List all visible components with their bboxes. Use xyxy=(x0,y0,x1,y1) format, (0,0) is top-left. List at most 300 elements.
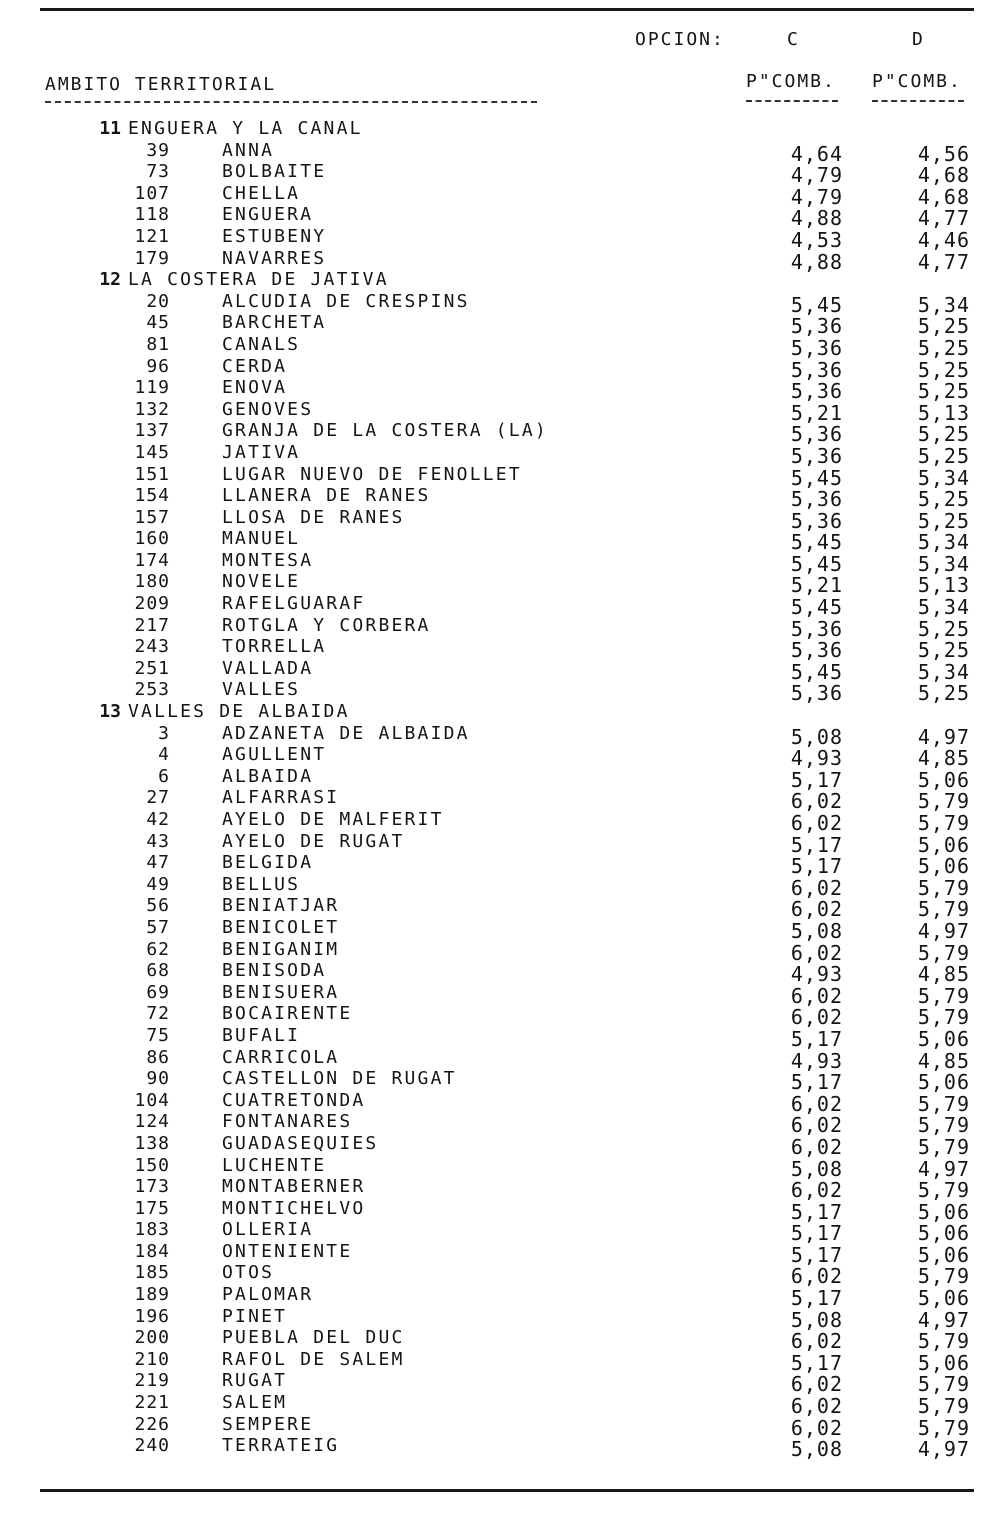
top-rule xyxy=(40,8,974,11)
municipality-name: ALCUDIA DE CRESPINS xyxy=(222,290,470,312)
municipality-name: BUFALI xyxy=(222,1024,301,1046)
municipality-code: 86 xyxy=(146,1046,170,1068)
table-row xyxy=(0,571,1000,598)
pcomb-c-value: 4,88 xyxy=(790,206,843,231)
pcomb-d-value: 5,79 xyxy=(917,897,970,922)
pcomb-d-value: 5,25 xyxy=(917,487,970,512)
pcomb-d-value: 4,68 xyxy=(917,163,970,188)
pcomb-d-value: 5,13 xyxy=(917,573,970,598)
table-row xyxy=(0,938,1000,965)
municipality-code: 151 xyxy=(134,463,170,485)
pcomb-d-value: 5,25 xyxy=(917,314,970,339)
pcomb-d-value: 5,06 xyxy=(917,854,970,879)
table-row xyxy=(0,204,1000,231)
municipality-name: LLANERA DE RANES xyxy=(222,485,431,507)
municipality-name: CERDA xyxy=(222,355,288,377)
municipality-code: 183 xyxy=(134,1219,170,1241)
table-row xyxy=(0,420,1000,447)
pcomb-c-value: 6,02 xyxy=(790,1091,843,1116)
municipality-code: 119 xyxy=(134,377,170,399)
municipality-code: 42 xyxy=(146,809,170,830)
municipality-code: 49 xyxy=(146,873,170,895)
pcomb-c-value: 6,02 xyxy=(790,1372,843,1397)
municipality-name: AGULLENT xyxy=(222,744,327,766)
pcomb-c-value: 6,02 xyxy=(790,897,843,922)
pcomb-d-value: 4,85 xyxy=(917,1048,970,1073)
municipality-name: AYELO DE RUGAT xyxy=(222,830,405,852)
municipality-code: 196 xyxy=(134,1305,170,1327)
pcomb-c-value: 5,17 xyxy=(790,1242,843,1267)
table-row xyxy=(0,1327,1000,1354)
municipality-code: 121 xyxy=(134,225,170,247)
table-row xyxy=(0,1197,1000,1224)
table-row xyxy=(0,1132,1000,1159)
pcomb-d-value: 5,79 xyxy=(917,1372,970,1397)
municipality-name: ALFARRASI xyxy=(222,787,340,809)
municipality-name: GUADASEQUIES xyxy=(222,1132,379,1154)
pcomb-c-value: 5,17 xyxy=(790,832,843,857)
municipality-code: 69 xyxy=(146,981,170,1003)
pcomb-d-value: 4,97 xyxy=(917,918,970,943)
table-row xyxy=(0,161,1000,188)
table-row xyxy=(0,398,1000,425)
pcomb-c-value: 5,36 xyxy=(790,443,843,468)
municipality-code: 137 xyxy=(134,420,170,442)
pcomb-d-value: 4,85 xyxy=(917,746,970,771)
pcomb-c-value: 5,21 xyxy=(790,573,843,598)
pcomb-d-value: 4,46 xyxy=(917,227,970,252)
municipality-code: 174 xyxy=(134,549,170,571)
table-row xyxy=(0,1262,1000,1289)
group-name: ENGUERA Y LA CANAL xyxy=(128,118,363,139)
group-code: 11 xyxy=(99,118,121,139)
municipality-code: 6 xyxy=(158,765,170,787)
table-row xyxy=(0,1003,1000,1030)
municipality-code: 132 xyxy=(134,398,170,420)
pcomb-c-value: 5,45 xyxy=(790,551,843,576)
pcomb-c-value: 4,79 xyxy=(790,163,843,188)
pcomb-c-value: 5,36 xyxy=(790,379,843,404)
table-row xyxy=(0,377,1000,404)
pcomb-c-value: 6,02 xyxy=(790,811,843,835)
pcomb-c-value: 5,17 xyxy=(790,1221,843,1246)
group-row xyxy=(0,269,1000,291)
municipality-name: SEMPERE xyxy=(222,1413,314,1435)
municipality-code: 185 xyxy=(134,1262,170,1284)
table-row xyxy=(0,1154,1000,1181)
pcomb-d-value: 5,79 xyxy=(917,1005,970,1030)
pcomb-d-value: 5,34 xyxy=(917,595,970,620)
municipality-code: 175 xyxy=(134,1197,170,1219)
municipality-name: ENOVA xyxy=(222,377,288,399)
pcomb-d-value: 5,79 xyxy=(917,1264,970,1289)
pcomb-c-value: 5,17 xyxy=(790,767,843,792)
pcomb-d-value: 5,06 xyxy=(917,1026,970,1051)
municipality-name: ESTUBENY xyxy=(222,225,327,247)
municipality-code: 189 xyxy=(134,1284,170,1306)
municipality-name: CUATRETONDA xyxy=(222,1089,366,1111)
pcomb-d-value: 5,25 xyxy=(917,357,970,382)
municipality-code: 57 xyxy=(146,916,170,938)
table-row xyxy=(0,1046,1000,1073)
municipality-code: 145 xyxy=(134,441,170,463)
pcomb-d-underline xyxy=(872,100,964,102)
municipality-code: 173 xyxy=(134,1176,170,1198)
table-row xyxy=(0,787,1000,814)
pcomb-c-value: 6,02 xyxy=(790,1329,843,1354)
pcomb-d-value: 5,34 xyxy=(917,530,970,555)
table-row xyxy=(0,312,1000,339)
municipality-code: 226 xyxy=(134,1413,170,1435)
municipality-code: 253 xyxy=(134,679,170,701)
table-row xyxy=(0,355,1000,382)
pcomb-d-value: 5,34 xyxy=(917,292,970,317)
municipality-name: VALLES xyxy=(222,679,301,701)
option-c-label: C xyxy=(787,29,800,50)
table-row xyxy=(0,463,1000,490)
pcomb-d-value: 5,79 xyxy=(917,1178,970,1203)
table-row xyxy=(0,441,1000,468)
municipality-code: 240 xyxy=(134,1435,170,1457)
pcomb-d-value: 4,97 xyxy=(917,724,970,749)
pcomb-c-value: 5,17 xyxy=(790,1026,843,1051)
municipality-code: 107 xyxy=(134,182,170,204)
pcomb-c-value: 5,36 xyxy=(790,638,843,663)
pcomb-c-value: 5,21 xyxy=(790,400,843,425)
table-row xyxy=(0,485,1000,512)
table-row xyxy=(0,895,1000,922)
municipality-code: 118 xyxy=(134,204,170,226)
municipality-name: MONTICHELVO xyxy=(222,1197,366,1219)
pcomb-d-value: 5,79 xyxy=(917,1394,970,1419)
table-row xyxy=(0,506,1000,533)
pcomb-c-value: 6,02 xyxy=(790,1394,843,1419)
table-row xyxy=(0,981,1000,1008)
pcomb-c-value: 5,17 xyxy=(790,1286,843,1311)
pcomb-c-value: 5,36 xyxy=(790,335,843,360)
table-row xyxy=(0,593,1000,620)
pcomb-c-value: 6,02 xyxy=(790,789,843,814)
municipality-name: TERRATEIG xyxy=(222,1435,340,1457)
pcomb-c-value: 6,02 xyxy=(790,1134,843,1159)
municipality-name: BARCHETA xyxy=(222,312,327,334)
municipality-name: JATIVA xyxy=(222,441,301,463)
pcomb-c-value: 6,02 xyxy=(790,1113,843,1138)
municipality-table xyxy=(0,118,1000,1462)
pcomb-d-value: 4,97 xyxy=(917,1156,970,1181)
municipality-name: LLOSA DE RANES xyxy=(222,506,405,528)
table-row xyxy=(0,809,1000,835)
municipality-code: 96 xyxy=(146,355,170,377)
pcomb-d-value: 4,68 xyxy=(917,184,970,209)
table-row xyxy=(0,614,1000,641)
table-row xyxy=(0,225,1000,252)
municipality-name: AYELO DE MALFERIT xyxy=(222,809,444,830)
municipality-name: RAFELGUARAF xyxy=(222,593,366,615)
pcomb-c-value: 5,36 xyxy=(790,314,843,339)
option-d-label: D xyxy=(912,29,925,50)
pcomb-d-value: 5,79 xyxy=(917,811,970,835)
table-row xyxy=(0,765,1000,792)
pcomb-c-value: 5,45 xyxy=(790,465,843,490)
municipality-name: MONTABERNER xyxy=(222,1176,366,1198)
municipality-code: 138 xyxy=(134,1132,170,1154)
pcomb-c-value: 5,36 xyxy=(790,487,843,512)
pcomb-d-value: 5,06 xyxy=(917,767,970,792)
pcomb-c-value: 4,79 xyxy=(790,184,843,209)
pcomb-d-value: 5,06 xyxy=(917,1286,970,1311)
pcomb-c-value: 5,08 xyxy=(790,724,843,749)
municipality-name: CARRICOLA xyxy=(222,1046,340,1068)
pcomb-c-value: 6,02 xyxy=(790,940,843,965)
table-row xyxy=(0,916,1000,943)
pcomb-c-value: 4,64 xyxy=(790,141,843,166)
municipality-code: 45 xyxy=(146,312,170,334)
pcomb-c-value: 6,02 xyxy=(790,1005,843,1030)
municipality-name: ENGUERA xyxy=(222,204,314,226)
municipality-code: 219 xyxy=(134,1370,170,1392)
pcomb-c-value: 6,02 xyxy=(790,875,843,900)
municipality-name: OLLERIA xyxy=(222,1219,314,1241)
municipality-name: BOLBAITE xyxy=(222,161,327,183)
municipality-code: 104 xyxy=(134,1089,170,1111)
pcomb-d-value: 5,25 xyxy=(917,638,970,663)
municipality-name: ONTENIENTE xyxy=(222,1240,353,1262)
municipality-name: ANNA xyxy=(222,139,275,161)
municipality-code: 73 xyxy=(146,161,170,183)
municipality-name: BENISUERA xyxy=(222,981,340,1003)
pcomb-d-value: 5,25 xyxy=(917,379,970,404)
municipality-name: RAFOL DE SALEM xyxy=(222,1348,405,1370)
municipality-name: CHELLA xyxy=(222,182,301,204)
municipality-code: 39 xyxy=(146,139,170,161)
municipality-name: LUGAR NUEVO DE FENOLLET xyxy=(222,463,522,485)
table-row xyxy=(0,1240,1000,1267)
municipality-name: FONTANARES xyxy=(222,1111,353,1133)
municipality-name: BENICOLET xyxy=(222,916,340,938)
pcomb-c-value: 5,36 xyxy=(790,616,843,641)
municipality-name: ROTGLA Y CORBERA xyxy=(222,614,431,636)
table-row xyxy=(0,1413,1000,1440)
table-row xyxy=(0,873,1000,900)
pcomb-c-value: 5,45 xyxy=(790,659,843,684)
ambito-territorial-heading: AMBITO TERRITORIAL xyxy=(45,74,277,95)
pcomb-d-value: 5,06 xyxy=(917,1199,970,1224)
table-row xyxy=(0,182,1000,209)
municipality-code: 209 xyxy=(134,593,170,615)
municipality-code: 160 xyxy=(134,528,170,550)
table-row xyxy=(0,1370,1000,1397)
municipality-code: 3 xyxy=(158,722,170,744)
municipality-name: PINET xyxy=(222,1305,288,1327)
pcomb-d-value: 5,06 xyxy=(917,1242,970,1267)
table-row xyxy=(0,960,1000,987)
pcomb-c-value: 5,08 xyxy=(790,1437,843,1462)
pcomb-d-value: 5,06 xyxy=(917,1221,970,1246)
pcomb-d-value: 5,25 xyxy=(917,508,970,533)
municipality-name: NAVARRES xyxy=(222,247,327,269)
table-row xyxy=(0,247,1000,274)
pcomb-d-value: 5,79 xyxy=(917,875,970,900)
pcomb-d-value: 5,79 xyxy=(917,1134,970,1159)
pcomb-d-value: 4,97 xyxy=(917,1307,970,1332)
municipality-code: 150 xyxy=(134,1154,170,1176)
table-row xyxy=(0,722,1000,749)
table-row xyxy=(0,1348,1000,1375)
pcomb-c-value: 5,45 xyxy=(790,530,843,555)
pcomb-c-value: 5,36 xyxy=(790,508,843,533)
municipality-name: VALLADA xyxy=(222,657,314,679)
pcomb-d-value: 5,06 xyxy=(917,1070,970,1095)
municipality-name: OTOS xyxy=(222,1262,275,1284)
pcomb-d-value: 5,34 xyxy=(917,465,970,490)
option-label: OPCION: xyxy=(635,29,725,50)
municipality-code: 154 xyxy=(134,485,170,507)
group-name: VALLES DE ALBAIDA xyxy=(128,701,350,723)
municipality-name: CANALS xyxy=(222,333,301,355)
pcomb-c-value: 4,53 xyxy=(790,227,843,252)
table-row xyxy=(0,139,1000,166)
municipality-name: GENOVES xyxy=(222,398,314,420)
table-row xyxy=(0,1219,1000,1246)
municipality-code: 72 xyxy=(146,1003,170,1025)
pcomb-d-value: 5,06 xyxy=(917,832,970,857)
pcomb-d-value: 5,25 xyxy=(917,422,970,447)
municipality-code: 27 xyxy=(146,787,170,809)
municipality-code: 56 xyxy=(146,895,170,917)
municipality-code: 217 xyxy=(134,614,170,636)
pcomb-d-heading: P"COMB. xyxy=(872,71,962,92)
group-row xyxy=(0,701,1000,723)
municipality-code: 180 xyxy=(134,571,170,593)
municipality-name: CASTELLON DE RUGAT xyxy=(222,1068,457,1090)
pcomb-d-value: 4,77 xyxy=(917,249,970,274)
pcomb-d-value: 5,79 xyxy=(917,1091,970,1116)
municipality-code: 243 xyxy=(134,636,170,658)
pcomb-d-value: 5,79 xyxy=(917,789,970,814)
municipality-code: 210 xyxy=(134,1348,170,1370)
pcomb-d-value: 4,77 xyxy=(917,206,970,231)
municipality-name: PALOMAR xyxy=(222,1284,314,1306)
municipality-name: BENISODA xyxy=(222,960,327,982)
pcomb-c-value: 6,02 xyxy=(790,983,843,1008)
pcomb-c-value: 5,36 xyxy=(790,681,843,706)
pcomb-c-value: 5,08 xyxy=(790,918,843,943)
municipality-name: MONTESA xyxy=(222,549,314,571)
table-row xyxy=(0,333,1000,360)
table-row xyxy=(0,1435,1000,1462)
table-row xyxy=(0,1176,1000,1203)
municipality-name: ADZANETA DE ALBAIDA xyxy=(222,722,470,744)
pcomb-d-value: 5,25 xyxy=(917,616,970,641)
pcomb-c-value: 4,93 xyxy=(790,1048,843,1073)
pcomb-d-value: 5,13 xyxy=(917,400,970,425)
municipality-name: SALEM xyxy=(222,1392,288,1414)
municipality-name: LUCHENTE xyxy=(222,1154,327,1176)
pcomb-c-value: 5,17 xyxy=(790,1070,843,1095)
pcomb-d-value: 5,25 xyxy=(917,681,970,706)
pcomb-c-value: 6,02 xyxy=(790,1178,843,1203)
municipality-code: 251 xyxy=(134,657,170,679)
pcomb-c-value: 5,17 xyxy=(790,1350,843,1375)
municipality-name: RUGAT xyxy=(222,1370,288,1392)
pcomb-c-value: 5,17 xyxy=(790,1199,843,1224)
municipality-name: BENIATJAR xyxy=(222,895,340,917)
pcomb-c-value: 4,93 xyxy=(790,746,843,771)
table-row xyxy=(0,657,1000,684)
group-code: 13 xyxy=(99,701,121,723)
municipality-code: 4 xyxy=(158,744,170,766)
pcomb-c-value: 5,45 xyxy=(790,595,843,620)
municipality-name: ALBAIDA xyxy=(222,765,314,787)
pcomb-c-heading: P"COMB. xyxy=(746,71,836,92)
pcomb-d-value: 5,79 xyxy=(917,1415,970,1440)
ambito-underline xyxy=(45,101,537,103)
table-row xyxy=(0,1089,1000,1116)
municipality-code: 179 xyxy=(134,247,170,269)
pcomb-d-value: 5,79 xyxy=(917,940,970,965)
pcomb-c-underline xyxy=(746,100,838,102)
pcomb-d-value: 4,97 xyxy=(917,1437,970,1462)
pcomb-c-value: 5,36 xyxy=(790,357,843,382)
pcomb-d-value: 5,79 xyxy=(917,1329,970,1354)
municipality-code: 81 xyxy=(146,333,170,355)
pcomb-c-value: 5,36 xyxy=(790,422,843,447)
pcomb-d-value: 5,79 xyxy=(917,1113,970,1138)
pcomb-c-value: 5,08 xyxy=(790,1307,843,1332)
pcomb-d-value: 5,79 xyxy=(917,983,970,1008)
pcomb-c-value: 5,17 xyxy=(790,854,843,879)
table-row xyxy=(0,679,1000,706)
municipality-code: 157 xyxy=(134,506,170,528)
municipality-code: 75 xyxy=(146,1024,170,1046)
table-row xyxy=(0,744,1000,771)
municipality-code: 124 xyxy=(134,1111,170,1133)
table-row xyxy=(0,1111,1000,1138)
municipality-name: BOCAIRENTE xyxy=(222,1003,353,1025)
municipality-name: GRANJA DE LA COSTERA (LA) xyxy=(222,420,548,442)
municipality-name: TORRELLA xyxy=(222,636,327,658)
municipality-code: 184 xyxy=(134,1240,170,1262)
pcomb-d-value: 5,34 xyxy=(917,659,970,684)
pcomb-c-value: 4,88 xyxy=(790,249,843,274)
municipality-code: 43 xyxy=(146,830,170,852)
group-row xyxy=(0,118,1000,140)
pcomb-d-value: 5,06 xyxy=(917,1350,970,1375)
municipality-code: 47 xyxy=(146,852,170,874)
pcomb-d-value: 5,25 xyxy=(917,335,970,360)
municipality-name: BENIGANIM xyxy=(222,938,340,960)
municipality-code: 200 xyxy=(134,1327,170,1349)
pcomb-d-value: 4,85 xyxy=(917,962,970,987)
municipality-name: NOVELE xyxy=(222,571,301,593)
municipality-code: 221 xyxy=(134,1392,170,1414)
pcomb-c-value: 6,02 xyxy=(790,1264,843,1289)
pcomb-d-value: 5,25 xyxy=(917,443,970,468)
pcomb-c-value: 6,02 xyxy=(790,1415,843,1440)
table-row xyxy=(0,290,1000,317)
pcomb-d-value: 4,56 xyxy=(917,141,970,166)
table-row xyxy=(0,1068,1000,1095)
pcomb-c-value: 5,45 xyxy=(790,292,843,317)
pcomb-c-value: 5,08 xyxy=(790,1156,843,1181)
table-row xyxy=(0,1284,1000,1311)
municipality-name: BELGIDA xyxy=(222,852,314,874)
table-row xyxy=(0,1024,1000,1051)
municipality-code: 62 xyxy=(146,938,170,960)
table-row xyxy=(0,636,1000,663)
group-name: LA COSTERA DE JATIVA xyxy=(128,269,389,291)
